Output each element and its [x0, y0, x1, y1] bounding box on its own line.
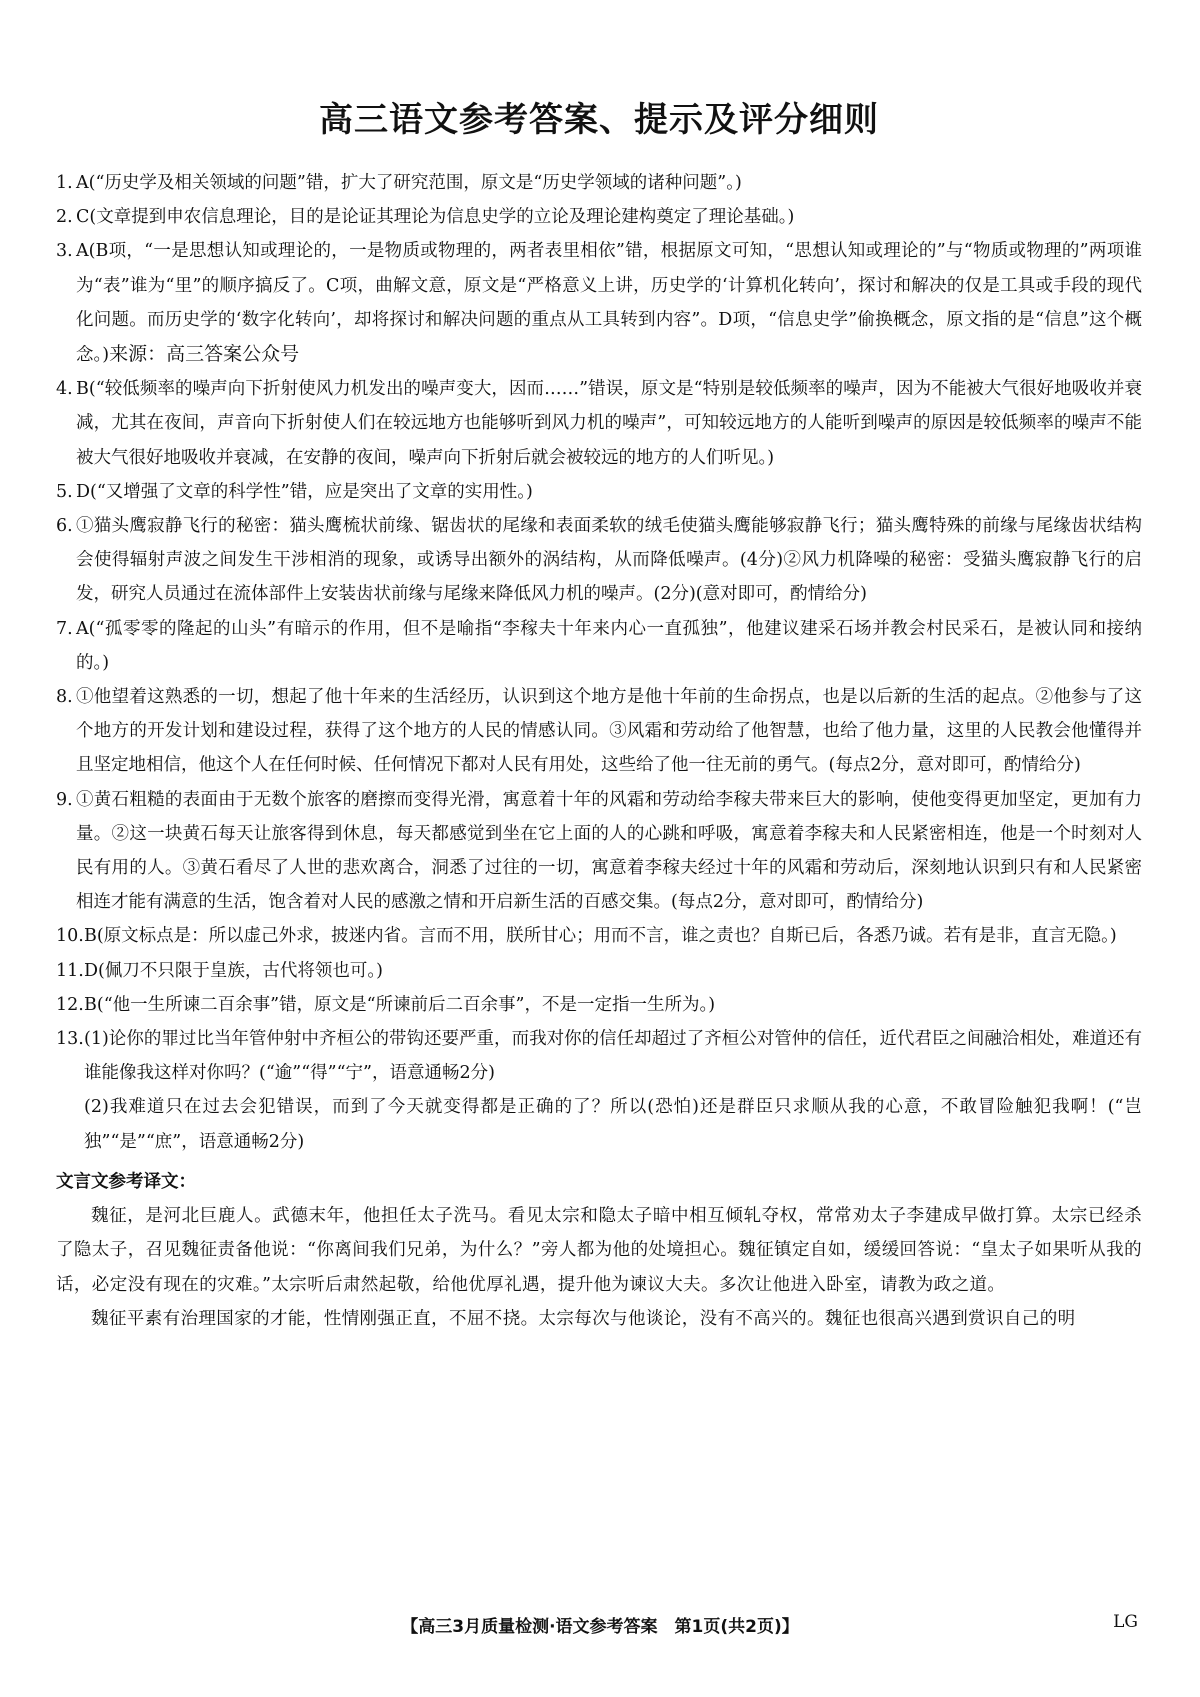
answer-13-part-2: (2)我难道只在过去会犯错误，而到了今天就变得都是正确的了？所以(恐怕)还是群臣只求顺从我的心意，不敢冒险触犯我啊！(“岂独”“是”“庶”，语意通畅2分)	[84, 1097, 1142, 1152]
answer-item-8	[56, 680, 1142, 783]
translation-paragraph: 魏征平素有治理国家的才能，性情刚强正直，不屈不挠。太宗每次与他谈论，没有不高兴的。魏征也很高兴遇到赏识自己的明	[91, 1308, 1076, 1329]
answer-number: 12.	[56, 994, 84, 1015]
source-note: 来源：高三答案公众号	[109, 343, 300, 366]
answer-item-11	[56, 954, 1142, 988]
answer-number: 6.	[56, 516, 73, 537]
answer-number: 10.	[56, 926, 84, 947]
answer-text: A(“孤零零的隆起的山头”有暗示的作用，但不是喻指“李稼夫十年来内心一直孤独”，他建议建采石场并教会村民采石，是被认同和接纳的。)	[76, 618, 1142, 673]
answer-number: 4.	[56, 379, 73, 400]
answer-text: ①猫头鹰寂静飞行的秘密：猫头鹰梳状前缘、锯齿状的尾缘和表面柔软的绒毛使猫头鹰能够寂静飞行；猫头鹰特殊的前缘与尾缘齿状结构会使得辐射声波之间发生干涉相消的现象，或诱导出额外的涡结构，从而降低噪声。(4分)②风力机降噪的秘密：受猫头鹰寂静飞行的启发，研究人员通过在流体部件上安装齿状前缘与尾缘来降低风力机的噪声。(2分)(意对即可，酌情给分)	[76, 516, 1142, 605]
answer-item-7	[56, 612, 1142, 680]
answer-number: 2.	[56, 207, 73, 228]
answer-item-12	[56, 988, 1142, 1022]
page-footer: 【高三3月质量检测·语文参考答案 第1页(共2页)】	[401, 1617, 799, 1637]
answer-text: ①他望着这熟悉的一切，想起了他十年来的生活经历，认识到这个地方是他十年前的生命拐点，也是以后新的生活的起点。②他参与了这个地方的开发计划和建设过程，获得了这个地方的人民的情感认同。③风霜和劳动给了他智慧，也给了他力量，这里的人民教会他懂得并且坚定地相信，他这个人在任何时候、任何情况下都对人民有用处，这些给了他一往无前的勇气。(每点2分，意对即可，酌情给分)	[76, 687, 1142, 776]
answer-number: 11.	[56, 960, 84, 981]
answer-text: B(“他一生所谏二百余事”错，原文是“所谏前后二百余事”，不是一定指一生所为。)	[84, 994, 716, 1015]
answer-number: 7.	[56, 618, 73, 639]
answer-text: B(“较低频率的噪声向下折射使风力机发出的噪声变大，因而……”错误，原文是“特别是较低频率的噪声，因为不能被大气很好地吸收并衰减，尤其在夜间，声音向下折射使人们在较远地方也能够听到风力机的噪声”，可知较远地方的人能听到噪声的原因是较低频率的噪声不能被大气很好地吸收并衰减，在安静的夜间，噪声向下折射后就会被较远的地方的人们听见。)	[76, 379, 1142, 468]
translation-paragraph: 魏征，是河北巨鹿人。武德末年，他担任太子洗马。看见太宗和隐太子暗中相互倾轧夺权，常常劝太子李建成早做打算。太宗已经杀了隐太子，召见魏征责备他说：“你离间我们兄弟，为什么？”旁人都为他的处境担心。魏征镇定自如，缓缓回答说：“皇太子如果听从我的话，必定没有现在的灾难。”太宗听后肃然起敬，给他优厚礼遇，提升他为谏议大夫。多次让他进入卧室，请教为政之道。	[56, 1206, 1142, 1295]
answer-text: ①黄石粗糙的表面由于无数个旅客的磨擦而变得光滑，寓意着十年的风霜和劳动给李稼夫带来巨大的影响，使他变得更加坚定，更加有力量。②这一块黄石每天让旅客得到休息，每天都感觉到坐在它上面的人的心跳和呼吸，寓意着李稼夫和人民紧密相连，他是一个时刻对人民有用的人。③黄石看尽了人世的悲欢离合，洞悉了过往的一切，寓意着李稼夫经过十年的风霜和劳动后，深刻地认识到只有和人民紧密相连才能有满意的生活，饱含着对人民的感激之情和开启新生活的百感交集。(每点2分，意对即可，酌情给分)	[76, 789, 1142, 913]
translation-heading: 文言文参考译文：	[56, 1171, 196, 1192]
answer-item-1	[56, 166, 1142, 200]
answer-text: B(原文标点是：所以虚己外求，披迷内省。言而不用，朕所甘心；用而不言，谁之责也？自斯已后，各悉乃诚。若有是非，直言无隐。)	[84, 926, 1117, 947]
answer-number: 13.	[56, 1029, 84, 1050]
answer-text: C(文章提到申农信息理论，目的是论证其理论为信息史学的立论及理论建构奠定了理论基础。)	[76, 207, 795, 228]
footer-code: LG	[1113, 1612, 1138, 1632]
answer-item-9	[56, 783, 1142, 920]
answer-text: D(佩刀不只限于皇族，古代将领也可。)	[84, 960, 383, 981]
page-title: 高三语文参考答案、提示及评分细则	[319, 100, 879, 140]
answer-text-wrapper	[76, 234, 1142, 372]
answer-item-13	[56, 1022, 1142, 1090]
answer-item-2	[56, 200, 1142, 234]
answer-number: 8.	[56, 687, 73, 708]
answer-item-10	[56, 919, 1142, 953]
answer-item-6	[56, 509, 1142, 612]
answer-item-4	[56, 372, 1142, 475]
answer-number: 1.	[56, 173, 73, 193]
answer-item-5	[56, 475, 1142, 509]
answer-text: A(B项，“一是思想认知或理论的，一是物质或物理的，两者表里相依”错，根据原文可知，“思想认知或理论的”与“物质或物理的”两项谁为“表”谁为“里”的顺序搞反了。C项，曲解文意，原文是“严格意义上讲，历史学的‘计算机化转向’，探讨和解决的仅是工具或手段的现代化问题。而历史学的‘数字化转向’，却将探讨和解决问题的重点从工具转到内容”。D项，“信息史学”偷换概念，原文指的是“信息”这个概念。)	[76, 241, 1142, 366]
answer-item-3	[56, 234, 1142, 372]
answer-number: 5.	[56, 481, 73, 502]
answer-text: D(“又增强了文章的科学性”错，应是突出了文章的实用性。)	[76, 481, 533, 502]
answer-number: 3.	[56, 241, 73, 262]
answer-text: (1)论你的罪过比当年管仲射中齐桓公的带钩还要严重，而我对你的信任却超过了齐桓公对管仲的信任，近代君臣之间融洽相处，难道还有谁能像我这样对你吗？(“逾”“得”“宁”，语意通畅2分)	[84, 1029, 1142, 1084]
answer-list	[56, 166, 1142, 1336]
answer-number: 9.	[56, 789, 73, 810]
answer-text: A(“历史学及相关领域的问题”错，扩大了研究范围，原文是“历史学领域的诸种问题”。)	[76, 173, 742, 193]
